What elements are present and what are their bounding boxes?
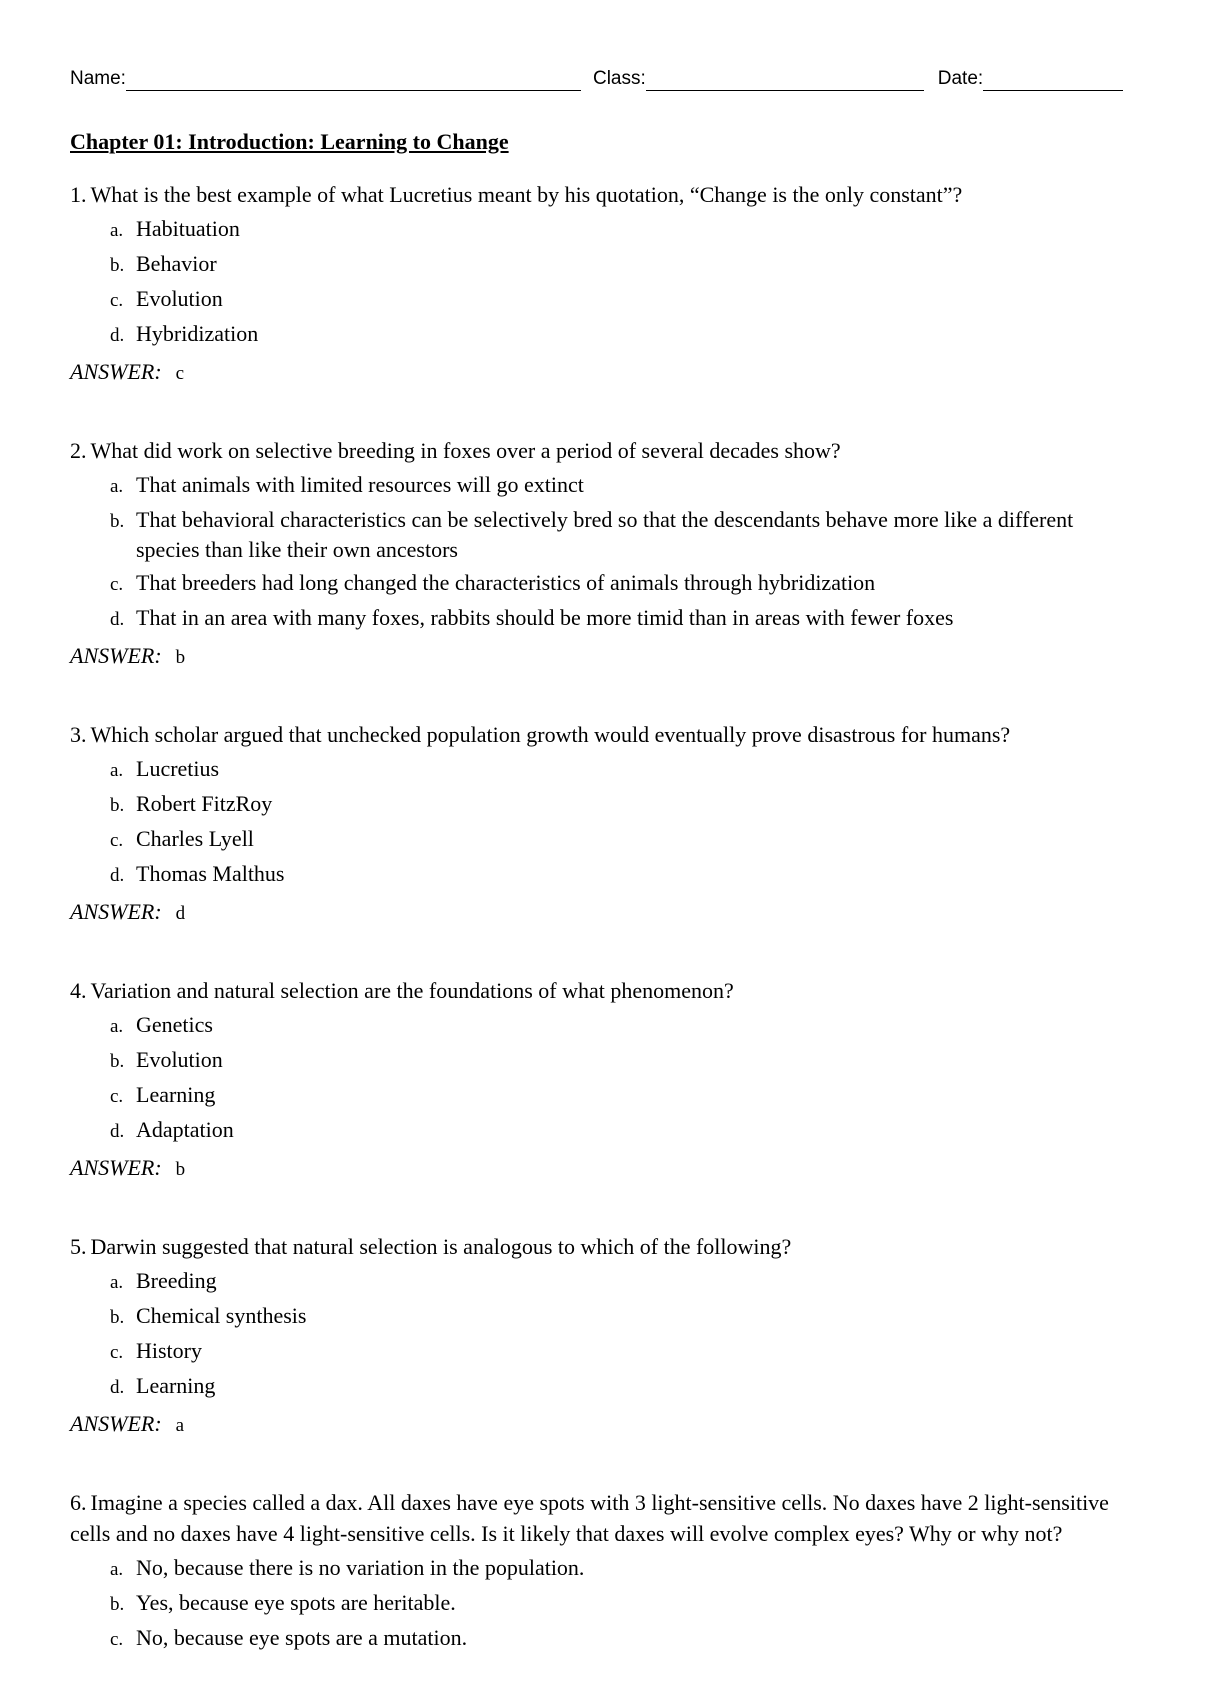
option-letter: a. xyxy=(110,220,124,241)
option-c xyxy=(70,284,1140,316)
option-text: Breeding xyxy=(136,1268,217,1293)
answer-row xyxy=(70,1153,1140,1185)
question-5 xyxy=(70,1231,1140,1441)
option-text: Habituation xyxy=(136,216,240,241)
option-text: That behavioral characteristics can be selectively bred so that the descendants behave more like a different species than like their own ancestors xyxy=(136,507,1074,562)
answer-row xyxy=(70,641,1140,673)
option-letter: b. xyxy=(110,255,125,276)
option-letter: a. xyxy=(110,1559,124,1580)
option-d xyxy=(70,859,1140,891)
option-letter: c. xyxy=(110,830,124,851)
option-letter: c. xyxy=(110,574,124,595)
answer-value: b xyxy=(175,1159,186,1180)
option-b xyxy=(70,1301,1140,1333)
option-text: No, because eye spots are a mutation. xyxy=(136,1625,468,1650)
option-b xyxy=(70,505,1140,565)
question-number: 2. xyxy=(70,438,87,463)
option-a xyxy=(70,470,1140,502)
question-body: Imagine a species called a dax. All daxes have eye spots with 3 light-sensitive cells. No daxes have 2 light-sensitive cells and no daxes have 4 light-sensitive cells. Is it likely that daxes will evolve complex eyes? Why or why not? xyxy=(70,1490,1109,1546)
question-number: 6. xyxy=(70,1490,87,1515)
question-text xyxy=(70,975,1140,1006)
class-field-line xyxy=(646,69,924,91)
option-text: Thomas Malthus xyxy=(136,861,285,886)
option-a xyxy=(70,754,1140,786)
option-a xyxy=(70,1010,1140,1042)
option-text: Learning xyxy=(136,1082,216,1107)
answer-value: d xyxy=(175,903,186,924)
option-b xyxy=(70,249,1140,281)
answer-label: ANSWER: xyxy=(70,899,162,924)
answer-row xyxy=(70,357,1140,389)
option-text: That breeders had long changed the characteristics of animals through hybridization xyxy=(136,570,876,595)
question-1 xyxy=(70,179,1140,389)
option-letter: b. xyxy=(110,795,125,816)
option-text: Evolution xyxy=(136,286,223,311)
option-text: History xyxy=(136,1338,202,1363)
option-d xyxy=(70,1115,1140,1147)
question-number: 1. xyxy=(70,182,87,207)
name-field-line xyxy=(126,69,581,91)
option-d xyxy=(70,1371,1140,1403)
option-text: Robert FitzRoy xyxy=(136,791,273,816)
answer-label: ANSWER: xyxy=(70,643,162,668)
option-letter: a. xyxy=(110,1272,124,1293)
question-body: Which scholar argued that unchecked population growth would eventually prove disastrous for humans? xyxy=(90,722,1011,747)
question-body: Darwin suggested that natural selection is analogous to which of the following? xyxy=(90,1234,792,1259)
answer-value: c xyxy=(175,363,185,384)
date-label: Date: xyxy=(937,68,984,89)
class-label: Class: xyxy=(592,68,646,89)
option-letter: d. xyxy=(110,865,125,886)
name-label: Name: xyxy=(70,68,126,89)
option-text: Evolution xyxy=(136,1047,223,1072)
date-field-line xyxy=(983,69,1123,91)
question-text xyxy=(70,1487,1140,1549)
option-letter: c. xyxy=(110,290,124,311)
option-text: Lucretius xyxy=(136,756,220,781)
option-text: That animals with limited resources will go extinct xyxy=(136,472,584,497)
answer-value: a xyxy=(175,1415,185,1436)
question-number: 5. xyxy=(70,1234,87,1259)
option-letter: d. xyxy=(110,1377,125,1398)
question-body: Variation and natural selection are the foundations of what phenomenon? xyxy=(90,978,734,1003)
question-2 xyxy=(70,435,1140,673)
option-c xyxy=(70,568,1140,600)
option-text: Yes, because eye spots are heritable. xyxy=(136,1590,456,1615)
chapter-title: Chapter 01: Introduction: Learning to Change xyxy=(70,129,509,154)
option-a xyxy=(70,214,1140,246)
option-c xyxy=(70,1080,1140,1112)
option-a xyxy=(70,1266,1140,1298)
question-6 xyxy=(70,1487,1140,1655)
option-letter: d. xyxy=(110,1121,125,1142)
option-c xyxy=(70,1623,1140,1655)
option-letter: c. xyxy=(110,1629,124,1650)
question-body: What did work on selective breeding in foxes over a period of several decades show? xyxy=(90,438,841,463)
question-4 xyxy=(70,975,1140,1185)
option-text: Learning xyxy=(136,1373,216,1398)
option-letter: a. xyxy=(110,1016,124,1037)
answer-label: ANSWER: xyxy=(70,1411,162,1436)
option-a xyxy=(70,1553,1140,1585)
question-text xyxy=(70,1231,1140,1262)
question-number: 3. xyxy=(70,722,87,747)
option-text: Hybridization xyxy=(136,321,259,346)
option-d xyxy=(70,319,1140,351)
answer-label: ANSWER: xyxy=(70,359,162,384)
answer-row xyxy=(70,1409,1140,1441)
option-c xyxy=(70,1336,1140,1368)
option-text: No, because there is no variation in the population. xyxy=(136,1555,585,1580)
option-letter: d. xyxy=(110,609,125,630)
question-3 xyxy=(70,719,1140,929)
option-letter: c. xyxy=(110,1342,124,1363)
option-text: Adaptation xyxy=(136,1117,234,1142)
worksheet-header xyxy=(70,68,1140,91)
option-b xyxy=(70,789,1140,821)
answer-value: b xyxy=(175,647,186,668)
option-letter: b. xyxy=(110,511,125,532)
option-letter: b. xyxy=(110,1051,125,1072)
option-b xyxy=(70,1045,1140,1077)
option-letter: a. xyxy=(110,476,124,497)
option-letter: c. xyxy=(110,1086,124,1107)
option-letter: d. xyxy=(110,325,125,346)
option-letter: b. xyxy=(110,1594,125,1615)
question-text xyxy=(70,435,1140,466)
answer-label: ANSWER: xyxy=(70,1155,162,1180)
question-body: What is the best example of what Lucretius meant by his quotation, “Change is the only constant”? xyxy=(90,182,963,207)
question-number: 4. xyxy=(70,978,87,1003)
option-d xyxy=(70,603,1140,635)
option-text: Charles Lyell xyxy=(136,826,254,851)
option-letter: b. xyxy=(110,1307,125,1328)
question-text xyxy=(70,179,1140,210)
option-text: Behavior xyxy=(136,251,217,276)
option-text: That in an area with many foxes, rabbits should be more timid than in areas with fewer foxes xyxy=(136,605,954,630)
option-letter: a. xyxy=(110,760,124,781)
option-c xyxy=(70,824,1140,856)
question-text xyxy=(70,719,1140,750)
answer-row xyxy=(70,897,1140,929)
option-text: Chemical synthesis xyxy=(136,1303,307,1328)
option-b xyxy=(70,1588,1140,1620)
option-text: Genetics xyxy=(136,1012,213,1037)
